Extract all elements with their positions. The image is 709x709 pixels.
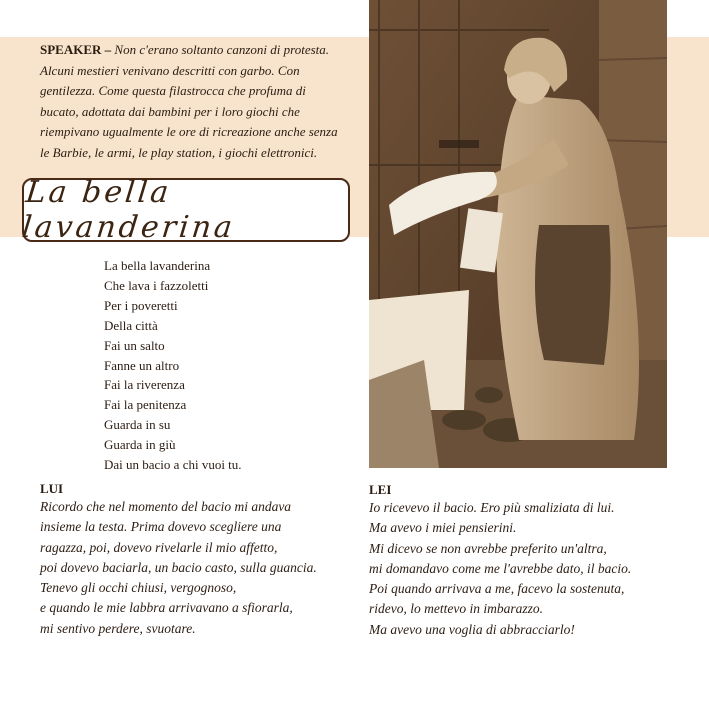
lui-line: Ricordo che nel momento del bacio mi andava xyxy=(40,499,292,514)
poem-line: Fai un salto xyxy=(104,337,165,353)
washerwoman-photo xyxy=(369,0,667,468)
lui-text xyxy=(40,497,317,639)
poem-line: Fai la penitenza xyxy=(104,397,187,413)
poem-line: Fai la riverenza xyxy=(104,377,185,393)
lei-line: ridevo, lo mettevo in imbarazzo. xyxy=(369,601,543,617)
poem-line: Fanne un altro xyxy=(104,357,180,373)
speaker-label: SPEAKER – xyxy=(40,42,112,57)
lui-line: e quando le mie labbra arrivavano a sfiorarla, xyxy=(40,600,293,616)
lui-line: mi sentivo perdere, svuotare. xyxy=(40,620,196,636)
lui-line: Tenevo gli occhi chiusi, vergognoso, xyxy=(40,580,237,596)
lei-heading: LEI xyxy=(369,482,392,497)
poem-line: La bella lavanderina xyxy=(104,258,211,273)
lui-line: ragazza, poi, dovevo rivelarle il mio affetto, xyxy=(40,539,278,555)
poem-line: Guarda in giù xyxy=(104,437,176,453)
poem-line: Per i poveretti xyxy=(104,297,178,313)
poem-line: Guarda in su xyxy=(104,417,171,433)
lei-line: mi domandavo come me l'avrebbe dato, il bacio. xyxy=(369,560,632,576)
poem-line: Dai un bacio a chi vuoi tu. xyxy=(104,457,242,473)
lei-line: Ma avevo i miei pensierini. xyxy=(369,520,517,536)
lei-line: Ma avevo una voglia di abbracciarlo! xyxy=(369,621,575,637)
poem xyxy=(104,256,242,475)
poem-line: Che lava i fazzoletti xyxy=(104,277,209,293)
speaker-paragraph xyxy=(40,40,345,163)
lei-text xyxy=(369,498,631,640)
page-title: La bella lavanderina xyxy=(20,175,237,245)
photo-illustration xyxy=(369,0,667,468)
speaker-text: Non c'erano soltanto canzoni di protesta. Alcuni mestieri venivano descritti con garbo. Con gentilezza. Come questa filastrocca che profuma di bucato, adottata dai bambini per i loro giochi che riempivano ugualmente le ore di ricreazione anche senza le Barbie, le armi, le play station, i giochi elettronici. xyxy=(40,42,338,160)
lui-heading: LUI xyxy=(40,481,64,496)
title-frame xyxy=(20,175,350,245)
poem-line: Della città xyxy=(104,317,158,333)
lei-line: Poi quando arrivava a me, facevo la sostenuta, xyxy=(369,581,625,597)
lui-line: poi dovevo baciarla, un bacio casto, sulla guancia. xyxy=(40,559,317,575)
lui-line: insieme la testa. Prima dovevo scegliere una xyxy=(40,519,282,535)
lei-line: Io ricevevo il bacio. Ero più smaliziata di lui. xyxy=(369,500,615,515)
lei-line: Mi dicevo se non avrebbe preferito un'altra, xyxy=(369,540,607,556)
